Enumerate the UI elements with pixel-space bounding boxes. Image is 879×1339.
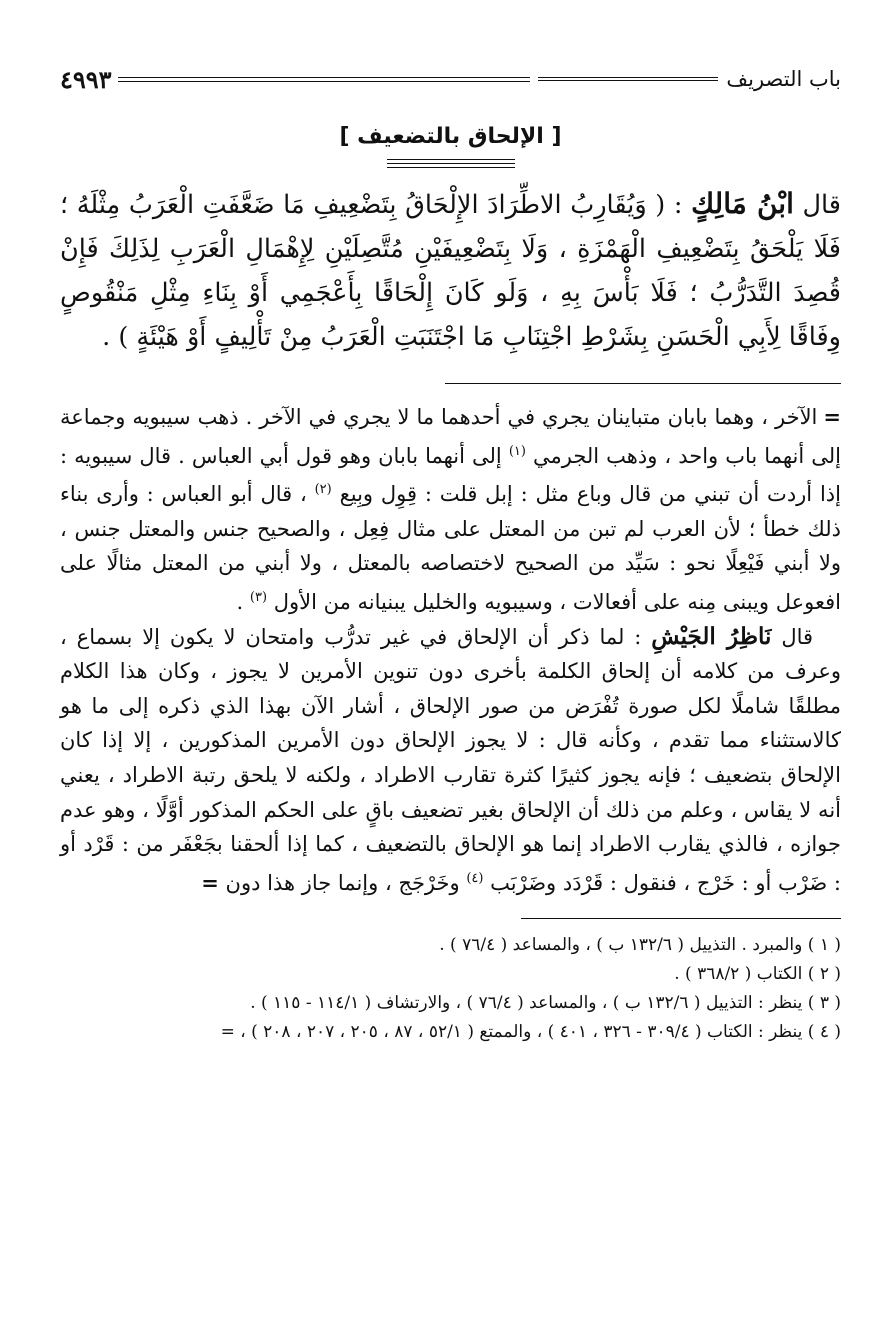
footnote-ref-2[interactable]: (٢): [314, 482, 332, 498]
footnotes: [60, 931, 841, 1047]
commentary: [60, 400, 841, 900]
matn-text: : ( وَيُقَارِبُ الاطِّرَادَ الإِلْحَاقُ بِتَضْعِيفِ مَا ضَعَّفَتِ الْعَرَبُ مِثْلَهُ ؛ فَلَا يَلْحَقُ بِتَضْعِيفِ الْهَمْزَةِ ، وَلَا بِتَضْعِيفَيْنِ مُتَّصِلَيْنِ لِإِهْمَالِ الْعَرَبِ لِذَلِكَ فَإِنْ قُصِدَ التَّدَرُّبُ ؛ فَلَا بَأْسَ بِهِ ، وَلَو كَانَ إِلْحَاقًا بِأَعْجَمِي أَوْ بِنَاءِ مِثْلِ مَنْقُوصٍ وِفَاقًا لِأَبِي الْحَسَنِ بِشَرْطِ اجْتِنَابِ مَا اجْتَنَبَتِ الْعَرَبُ مِنْ تَأْلِيفٍ أَوْ هَيْئَةٍ ) .: [60, 190, 841, 352]
commentary-text: وخَرْجَج ، وإنما جاز هذا دون: [225, 870, 460, 895]
running-header: [60, 62, 841, 96]
section-heading: [ الإلحاق بالتضعيف ]: [339, 124, 562, 149]
matn-author: ابْنُ مَالِكٍ: [691, 187, 794, 220]
continuation-mark-end: =: [201, 869, 219, 895]
commentary-text: ، قال أبو العباس : وأرى بناء ذلك خطأ ؛ لأن العرب لم تبن من المعتل على مثال فِعِل ، والصحيح جنس والمعتل جنس ، ولا أبني فَيْعِلًا نحو : سَيِّد من الصحيح لاختصاصه بالمعتل ، ولا أبني من المعتل مثالًا على افعوعل ويبنى مِنه على أفعالات ، وسيبويه والخليل يبنيانه من الأول: [60, 482, 841, 614]
footnote-3: ( ٣ ) ينظر : التذييل ( ١٣٢/٦ ب ) ، والمساعد ( ٧٦/٤ ) ، والارتشاف ( ١١٤/١ - ١١٥ ) .: [250, 993, 841, 1014]
commentary-text: الآخر ، وهما بابان متباينان يجري في أحدهما ما لا يجري في الآخر . ذهب سيبويه وجماعة إلى أنهما باب واحد ، وذهب الجرمي: [60, 405, 841, 468]
book-page: [60, 62, 841, 1319]
matn-quote: [60, 182, 841, 359]
footnote-2: ( ٢ ) الكتاب ( ٣٦٨/٢ ) .: [674, 964, 841, 985]
header-chapter-title: باب التصريف: [726, 67, 841, 91]
matn-intro: قال: [802, 190, 841, 220]
matn-divider: [445, 383, 841, 384]
footnote-1: ( ١ ) والمبرد . التذييل ( ١٣٢/٦ ب ) ، والمساعد ( ٧٦/٤ ) .: [439, 935, 841, 956]
continuation-mark: =: [823, 404, 841, 429]
commentary-paragraph-1: [60, 400, 841, 620]
commentary-intro: قال: [781, 624, 814, 649]
commentary-text: .: [236, 589, 244, 614]
footnote-ref-1[interactable]: (١): [508, 443, 526, 459]
header-rule-long: [118, 77, 531, 82]
footnote-ref-4[interactable]: (٤): [466, 870, 484, 886]
footnote-ref-3[interactable]: (٣): [249, 589, 268, 605]
page-number: ٤٩٩٣: [60, 64, 112, 94]
commentary-text: : لما ذكر أن الإلحاق في غير تدرُّب وامتحان لا يكون إلا بسماع ، وعرف من كلامه أن إلحاق الكلمة بأخرى دون تنوين الأمرين لا يجوز ، وكان هذا الكلام مطلقًا شاملًا لكل صورة تُفْرَض من صور الإلحاق ، أشار الآن بهذا الذي ذكره إلى ما هو كالاستثناء مما تقدم ، وكأنه قال : لا يجوز الإلحاق دون الأمرين المذكورين ، إلا إذا كان الإلحاق بتضعيف ؛ فإنه يجوز كثيرًا كثرة تقارب الاطراد ، ولكنه لا يلحق رتبة الاطراد ، يعني أنه لا يقاس ، وعلم من ذلك أن الإلحاق بغير تضعيف باقٍ على الحكم المذكور أوَّلًا ، وهو عدم جوازه ، فالذي يقارب الاطراد إنما هو الإلحاق بالتضعيف ، كما إذا ألحقنا بجَعْفَر من : قَرْد أو : ضَرْب أو : خَرْج ، فنقول : قَرْدَد وضَرْبَب: [60, 624, 841, 895]
footnote-divider: [521, 918, 841, 919]
footnote-4: ( ٤ ) ينظر : الكتاب ( ٣٠٩/٤ - ٣٢٦ ، ٤٠١ ) ، والممتع ( ٥٢/١ ، ٨٧ ، ٢٠٥ ، ٢٠٧ ، ٢٠٨ ) ، =: [220, 1022, 841, 1043]
commentary-paragraph-2: [60, 620, 841, 901]
commentator-name: نَاظِرُ الجَيْشِ: [651, 622, 772, 650]
header-rule: [538, 77, 718, 81]
commentary-text: إلى أنهما بابان وهو قول أبي العباس . قال سيبويه : إذا أردت أن تبني من قال وباع مثل : إبل قلت : قِوِل وبِيع: [60, 443, 841, 507]
heading-underline: [387, 159, 515, 168]
section-heading-block: [60, 124, 841, 168]
